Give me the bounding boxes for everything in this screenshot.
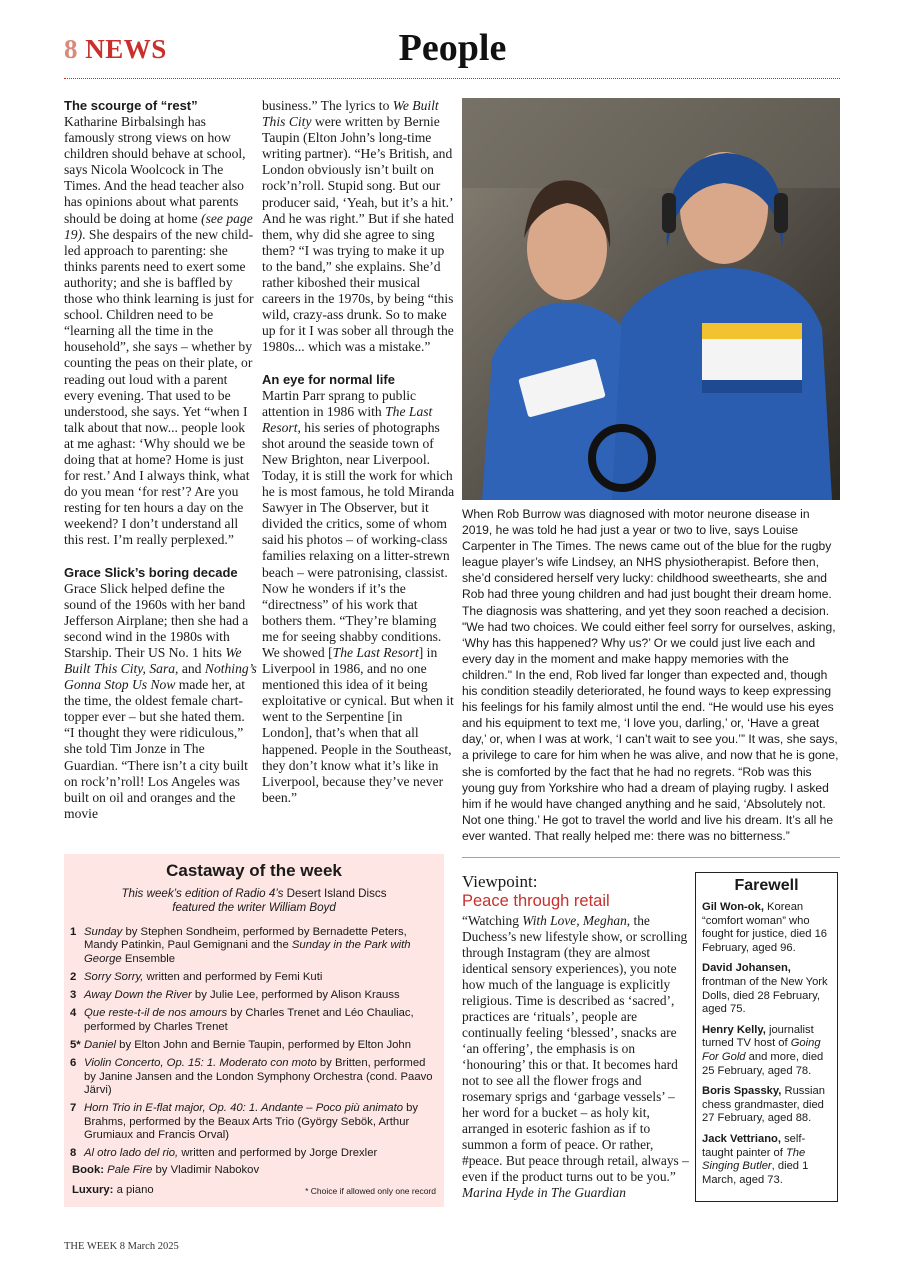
text-run: by Elton John and Bernie Taupin, performed by Elton John: [116, 1039, 411, 1052]
photo-caption: When Rob Burrow was diagnosed with motor neurone disease in 2019, he was told he had just a year or two to live, says Louise Carpenter in The Times. The news came out of the blue for the rugby league player’s wife Lindsey, an NHS physiotherapist. Before then, she’d considered herself very lucky: childhood sweethearts, she and Rob had three young children and had just bought their dream home. The diagnosis was shattering, and yet they soon reached a decision. "We had two choices. We could either feel sorry for ourselves, asking, ‘Why has this happened? Why us?’ Or we could just live each and every day in the moment and make happy memories with the children." In the end, Rob lived far longer than expected and, though his condition steadily deteriorated, he found ways to keep expressing his feelings for his family almost until the end. “He would use his eyes and his equipment to text me, ‘I love you, darling,’ or, ‘Have a great day,’ or, when I was at work, ‘I can’t wait to see you.’” It was, she says, a privilege to care for him when he was alive, and now that he is gone, she is comforted by the fact that he had no regrets. “Rob was this young guy from Yorkshire who had a dream of playing rugby. I asked him if he would have changed anything and he said, ‘Absolutely not. Not one thing.’ He got to travel the world and live his dream. It’s all he ever wanted. That really helped me: there was no bitterness.”: [462, 507, 839, 843]
text-run: by Charles Trenet and Léo Chauliac, performed by Charles Trenet: [84, 1007, 414, 1033]
text-run: , his series of photographs shot around the seaside town of New Brighton, near Liverpool. Today, it is still the work for which he is most famous, he told Miranda Sawyer in The Observer, but it divided the critics, some of whom said his photos – of working-class families relaxing on a litter-strewn beach – were patronising, classist. Now he wonders if it’s the “directness” of his work that bothers them. “They’re blaming me for seeing shabby conditions. We showed [: [262, 419, 455, 660]
text-run: were written by Bernie Taupin (Elton John’s long-time writing partner). “He’s British, and London obviously isn’t built on rock’n’roll. Stupid song. But our producer said, ‘Yeah, but it’s a hit.’ And he was right.” But if she hated them, why did she agree to sing them? “I was trying to make it up to the band,” she explains. She’d rather kiboshed their musical careers in the 1970s, by being “this wild, crazy-ass drunk. So to make up for it I was sober all through the 1980s... which was a mistake.”: [262, 114, 454, 355]
castaway-item: [70, 1007, 440, 1034]
text-run: Away Down the River: [84, 989, 192, 1002]
text-run: Marina Hyde in The Guardian: [462, 1185, 626, 1200]
text-run: made her, at the time, the oldest female chart-topper ever – but she hated them. “I thought they were ridiculous,” she told Tim Jonze in The Guardian. “There isn’t a city built on rock’n’roll! Los Angeles was built on oil and oranges and the movie: [64, 677, 248, 821]
item-number: 8: [70, 1147, 77, 1160]
item-text: [84, 989, 400, 1002]
article-heading: Grace Slick’s boring decade: [64, 564, 238, 580]
header-divider: [64, 78, 840, 79]
text-run: Russian chess grandmaster, died 27 February, aged 88.: [702, 1085, 825, 1125]
viewpoint: [462, 872, 692, 1201]
item-text: [84, 1007, 440, 1034]
text-run: Henry Kelly,: [702, 1023, 766, 1036]
text-run: Jack Vettriano,: [702, 1132, 781, 1145]
obituary-item: [702, 1024, 831, 1078]
obituary-item: [702, 1133, 831, 1187]
text-run: Katharine Birbalsingh has famously strong views on how children should behave at school, says Nicola Woolcock in The Times. And the head teacher also has opinions about what parents should be doing at home: [64, 114, 246, 226]
item-number: 5*: [70, 1039, 81, 1052]
text-run: by Brahms, performed by the Beaux Arts Trio (György Sebök, Arthur Grumiaux and Francis Orval): [84, 1102, 419, 1141]
text-run: frontman of the New York Dolls, died 28 February, aged 75.: [702, 975, 828, 1016]
obituary-item: [702, 901, 831, 955]
article-body: [64, 581, 258, 822]
text-run: Ensemble: [121, 952, 176, 965]
text-run: written and performed by Jorge Drexler: [178, 1147, 378, 1160]
text-run: Grace Slick helped define the sound of the 1960s with her band Jefferson Airplane; then she had a second wind in the 1980s with Starship. Their US No. 1 hits: [64, 580, 249, 660]
castaway-item: [70, 1147, 440, 1160]
text-run: business.” The lyrics to: [262, 98, 393, 113]
article-body: [262, 98, 456, 356]
text-run: This week’s edition of Radio 4’s: [121, 887, 287, 900]
text-run: The Singing Butler: [702, 1146, 806, 1173]
viewpoint-body: [462, 913, 692, 1201]
farewell-list: [702, 901, 831, 1187]
text-run: , and: [175, 661, 205, 676]
text-run: . She despairs of the new child-led approach to parenting: she thinks parents need to exert some authority; and she is baffled by those who think learning is just for school. Children need to be “learning all the time in the household”, she says – whether by counting the peas on their plate, or reading out loud with a parent every evening. That used to be understood, she says. Yet “when I talk about that now... people look at me aghast: ‘Why should we be doing that at home? Home is just for rest.’ And I always think, what do you mean ‘for rest’? Are you resting for ten hours a day on the weekend? I don’t understand all this rest. I’m really perplexed.”: [64, 226, 254, 548]
text-run: , died 1 March, aged 73.: [702, 1160, 809, 1186]
photo-illustration: [462, 98, 840, 500]
castaway-intro: [64, 887, 444, 915]
item-text: [84, 1147, 377, 1160]
castaway-title: Castaway of the week: [166, 861, 342, 880]
text-run: by Julie Lee, performed by Alison Krauss: [191, 989, 400, 1002]
text-run: David Johansen,: [702, 962, 791, 975]
item-text: [84, 1057, 440, 1097]
farewell-title: Farewell: [734, 877, 799, 894]
item-number: 7: [70, 1102, 77, 1115]
section-name: NEWS: [85, 34, 167, 64]
text-run: Sunday: [84, 926, 123, 938]
text-run: Al otro lado del rio,: [84, 1147, 179, 1160]
column-2: [262, 98, 456, 806]
farewell-box: [695, 872, 838, 1202]
text-run: Boris Spassky,: [702, 1085, 782, 1098]
article-body: [262, 388, 456, 806]
castaway-luxury: [72, 1184, 154, 1196]
item-number: 2: [70, 970, 77, 983]
article-body: [64, 114, 258, 549]
text-run: a piano: [116, 1184, 154, 1196]
text-run: Desert Island Discs: [286, 887, 387, 900]
text-run: and more, died 25 February, aged 78.: [702, 1050, 824, 1077]
text-run: Sunday in the Park with George: [84, 939, 411, 965]
text-run: journalist turned TV host of: [702, 1023, 814, 1050]
viewpoint-headline: Peace through retail: [462, 892, 610, 910]
page-number: 8: [64, 34, 78, 64]
castaway-box: [64, 854, 444, 1207]
text-run: The Last Resort: [262, 403, 433, 435]
article-heading: An eye for normal life: [262, 371, 395, 387]
footer: THE WEEK 8 March 2025: [64, 1241, 179, 1252]
text-run: Sorry Sorry,: [84, 970, 144, 983]
text-run: Gil Won-ok,: [702, 901, 764, 913]
castaway-item: [70, 1039, 440, 1052]
castaway-item: [70, 971, 440, 984]
item-number: 3: [70, 989, 77, 1002]
item-text: [84, 926, 440, 966]
text-run: by Britten, performed by Janine Jansen and the London Symphony Orchestra (cond. Paavo Järvi): [84, 1057, 433, 1096]
text-run: Horn Trio in E-flat major, Op. 40: 1. Andante – Poco più animato: [84, 1102, 403, 1115]
text-run: featured the writer William Boyd: [172, 901, 336, 914]
text-run: Martin Parr sprang to public attention in 1986 with: [262, 387, 417, 419]
text-run: Violin Concerto, Op. 15: 1. Moderato con moto: [84, 1057, 317, 1070]
viewpoint-kicker: Viewpoint:: [462, 872, 538, 891]
castaway-list: [70, 926, 440, 1165]
item-number: 1: [70, 926, 77, 938]
text-run: self-taught painter of: [702, 1132, 806, 1159]
text-run: We Built This City, Sara: [64, 644, 242, 676]
text-run: by Vladimir Nabokov: [152, 1164, 260, 1176]
text-run: , the Duchess’s new lifestyle show, or scrolling through Instagram (they are almost identical sensory experiences), you note how much of the language is explicitly religious. Time is described as ‘sacred’, practices are ‘rituals’, people are continually feeling ‘blessed’, snacks are ‘an offering’, the emphasis is on ‘honouring’ this or that. It becomes hard not to see all the flower frogs and rosemary sprigs and ‘garbage vessels’ – her word for a bucket – as holy kit, arranged in esoteric fashion as if to summon a form of peace. Or rather, #peace. But peace through retail, always – even if the product turns out to be you.”: [462, 913, 689, 1184]
text-run: The Last Resort: [332, 645, 419, 660]
text-run: Que reste-t-il de nos amours: [84, 1007, 228, 1020]
text-run: Book:: [72, 1164, 108, 1176]
text-run: (see page 19): [64, 210, 253, 242]
text-run: Korean “comfort woman” who fought for justice, died 16 February, aged 96.: [702, 901, 828, 954]
item-number: 6: [70, 1057, 77, 1070]
text-run: written and performed by Femi Kuti: [143, 970, 323, 983]
column-1: [64, 98, 258, 822]
divider: [462, 857, 840, 858]
obituary-item: [702, 1085, 831, 1126]
text-run: Pale Fire: [107, 1164, 153, 1176]
text-run: “Watching: [462, 913, 523, 928]
text-run: We Built This City: [262, 98, 439, 130]
text-run: ] in Liverpool in 1986, and no one mentioned this idea of it being exploitative or cynical. But when it went to the Serpentine [in London], that’s when that all happened. People in the Southeast, they don’t know what it’s like in Liverpool, because they’ve never been.”: [262, 645, 454, 805]
item-text: [84, 971, 322, 984]
text-run: Nothing’s Gonna Stop Us Now: [64, 661, 257, 693]
text-run: Going For Gold: [702, 1037, 821, 1063]
text-run: Luxury:: [72, 1184, 117, 1196]
item-number: 4: [70, 1007, 77, 1020]
text-run: Daniel: [84, 1039, 117, 1052]
text-run: With Love, Meghan: [522, 913, 627, 928]
castaway-item: [70, 1057, 440, 1097]
text-run: by Stephen Sondheim, performed by Bernadette Peters, Mandy Patinkin, Paul Gemignani and the: [84, 926, 407, 952]
castaway-book: [72, 1164, 259, 1176]
castaway-item: [70, 1102, 440, 1142]
item-text: [84, 1102, 440, 1142]
castaway-note: * Choice if allowed only one record: [305, 1186, 436, 1196]
obituary-item: [702, 962, 831, 1016]
article-heading: The scourge of “rest”: [64, 98, 198, 113]
castaway-item: [70, 926, 440, 966]
page-title: People: [398, 27, 507, 69]
castaway-item: [70, 989, 440, 1002]
feature-photo: [462, 98, 840, 500]
item-text: [84, 1039, 411, 1052]
